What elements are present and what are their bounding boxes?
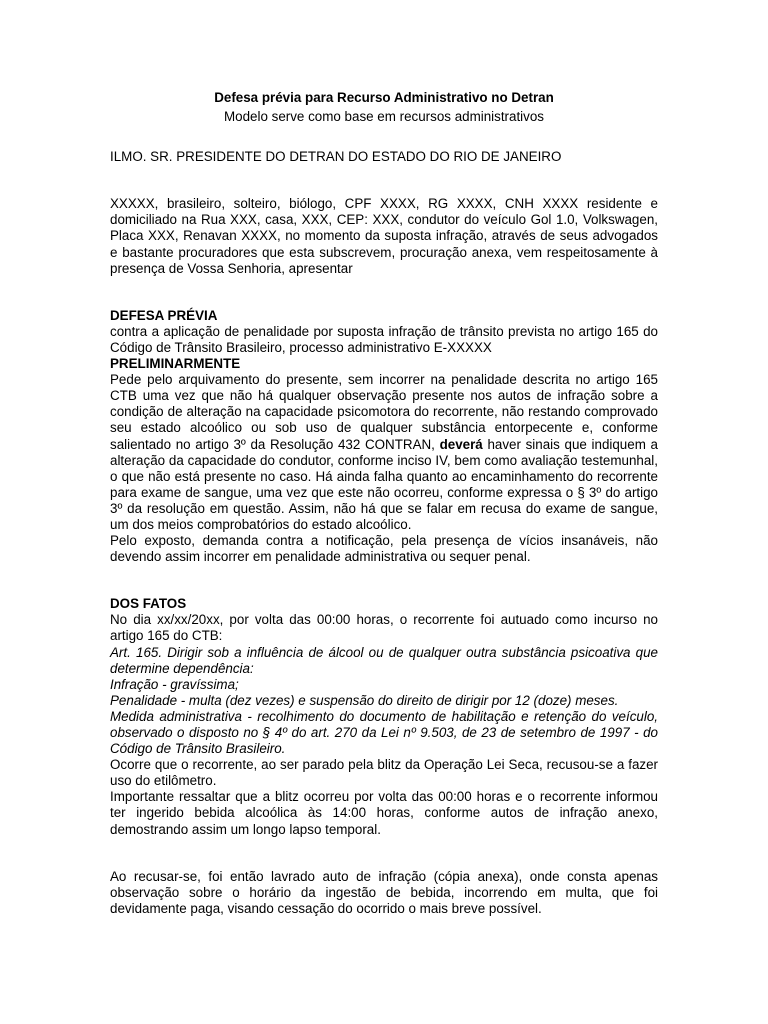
preliminar-conclusion: Pelo exposto, demanda contra a notificação, pela presença de vícios insanáveis, não devendo assim incorrer em penalidade administrativa ou sequer penal. [110, 533, 658, 565]
document-title: Defesa prévia para Recurso Administrativo no Detran [214, 90, 554, 105]
fatos-paragraph-1: No dia xx/xx/20xx, por volta das 00:00 horas, o recorrente foi autuado como incurso no artigo 165 do CTB: [110, 612, 658, 644]
article-quote: Art. 165. Dirigir sob a influência de álcool ou de qualquer outra substância psicoativa que determine dependência: [110, 644, 658, 676]
document-subtitle: Modelo serve como base em recursos administrativos [223, 109, 544, 125]
penalidade-line: Penalidade - multa (dez vezes) e suspensão do direito de dirigir por 12 (doze) meses. [110, 692, 619, 708]
medida-line: Medida administrativa - recolhimento do documento de habilitação e retenção do veículo, observado o disposto no § 4º do art. 270 da Lei nº 9.503, de 23 de setembro de 1997 - do Código de Trânsito Brasileiro. [110, 708, 658, 757]
intro-paragraph: XXXXX, brasileiro, solteiro, biólogo, CPF XXXX, RG XXXX, CNH XXXX residente e domiciliado na Rua XXX, casa, XXX, CEP: XXX, condutor do veículo Gol 1.0, Volkswagen, Placa XXX, Renavan XXXX, no momento da suposta infração, através de seus advogados e bastante procuradores que esta subscrevem, procuração anexa, vem respeitosamente à presença de Vossa Senhoria, apresentar [110, 196, 658, 276]
document-page [110, 90, 658, 917]
fatos-section [110, 596, 658, 837]
defesa-section [110, 308, 658, 566]
fatos-heading: DOS FATOS [110, 596, 187, 612]
preliminar-paragraph [110, 372, 658, 533]
preliminar-heading: PRELIMINARMENTE [110, 356, 241, 372]
addressee-line: ILMO. SR. PRESIDENTE DO DETRAN DO ESTADO DO RIO DE JANEIRO [110, 149, 562, 165]
defesa-heading: DEFESA PRÉVIA [110, 307, 218, 323]
preliminar-bold-word: deverá [439, 436, 483, 452]
preliminar-text-a: Pede pelo arquivamento do presente, sem incorrer na penalidade descrita no artigo 165 CTB uma vez que não há qualquer observação presente nos autos de infração sobre a condição de alteração na capacidade psicomotora do recorrente, não restando comprovado seu estado alcoólico ou sob uso de qualquer substância entorpecente e, conforme salientado no artigo 3º da Resolução 432 CONTRAN, [110, 372, 658, 452]
preliminar-text-b: haver sinais que indiquem a alteração da capacidade do condutor, conforme inciso IV, bem como avaliação testemunhal, o que não está presente no caso. Há ainda falha quanto ao encaminhamento do recorrente para exame de sangue, uma vez que este não ocorreu, conforme expressa o § 3º do artigo 3º da resolução em questão. Assim, não há que se falar em recusa do exame de sangue, um dos meios comprobatórios do estado alcoólico. [110, 436, 658, 532]
final-paragraph: Ao recusar-se, foi então lavrado auto de infração (cópia anexa), onde consta apenas observação sobre o horário da ingestão de bebida, incorrendo em multa, que foi devidamente paga, visando cessação do ocorrido o mais breve possível. [110, 868, 658, 916]
infracao-line: Infração - gravíssima; [110, 676, 239, 692]
fatos-paragraph-3: Importante ressaltar que a blitz ocorreu por volta das 00:00 horas e o recorrente informou ter ingerido bebida alcoólica às 14:00 horas, conforme autos de infração anexo, demostrando assim um longo lapso temporal. [110, 789, 658, 837]
defesa-paragraph: contra a aplicação de penalidade por suposta infração de trânsito prevista no artigo 165 do Código de Trânsito Brasileiro, processo administrativo E-XXXXX [110, 323, 658, 355]
fatos-paragraph-2: Ocorre que o recorrente, ao ser parado pela blitz da Operação Lei Seca, recusou-se a fazer uso do etilômetro. [110, 757, 658, 789]
